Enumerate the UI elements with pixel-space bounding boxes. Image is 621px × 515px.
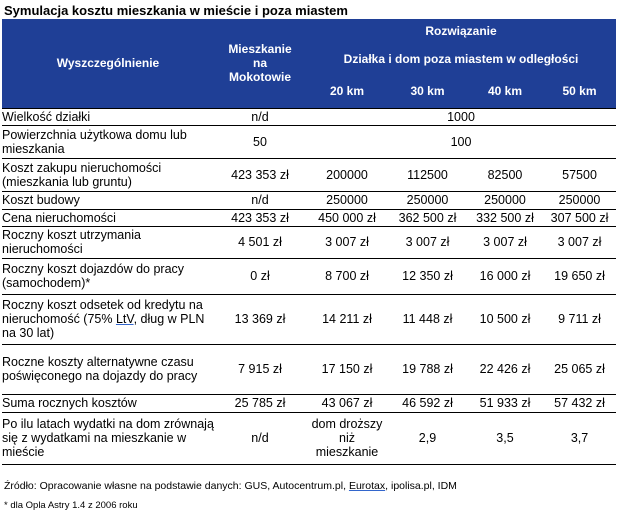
source-separator: ,	[343, 480, 349, 492]
row-label: Cena nieruchomości	[2, 209, 214, 226]
cell-50km: 250000	[543, 191, 616, 209]
cell-30km: 2,9	[388, 412, 467, 464]
footnote: * dla Opla Astry 1.4 z 2006 roku	[4, 500, 138, 511]
table-row	[2, 125, 616, 158]
cell-20km: 14 211 zł	[306, 294, 388, 344]
cell-city: n/d	[214, 108, 306, 125]
table-row	[2, 394, 616, 412]
cell-20km: 3 007 zł	[306, 226, 388, 258]
header-row-1	[2, 19, 616, 43]
cell-40km: 51 933 zł	[467, 394, 543, 412]
cell-30km: 46 592 zł	[388, 394, 467, 412]
cell-city: 50	[214, 125, 306, 158]
header-city: Mieszkanie na Mokotowie	[214, 19, 306, 108]
cell-city: n/d	[214, 191, 306, 209]
row-label-part: , dług w PLN na 30 lat)	[2, 312, 205, 340]
cell-30km: 112500	[388, 158, 467, 191]
table-row	[2, 226, 616, 258]
header-distance-40: 40 km	[467, 74, 543, 108]
source-eurotax: Eurotax	[348, 480, 386, 492]
cell-50km: 25 065 zł	[543, 344, 616, 394]
cell-city: 7 915 zł	[214, 344, 306, 394]
header-distance-30: 30 km	[388, 74, 467, 108]
source-separator: ,	[385, 480, 391, 492]
header-label: Wyszczególnienie	[2, 19, 214, 108]
table-row	[2, 191, 616, 209]
cell-city: 0 zł	[214, 258, 306, 294]
row-label: Roczne koszty alternatywne czasu poświęconego na dojazdy do pracy	[2, 344, 214, 394]
row-label: Suma rocznych kosztów	[2, 394, 214, 412]
cell-40km: 3 007 zł	[467, 226, 543, 258]
row-label: Roczny koszt dojazdów do pracy (samochodem)*	[2, 258, 214, 294]
document-title: Symulacja kosztu mieszkania w mieście i poza miastem	[4, 3, 348, 18]
row-label: Koszt budowy	[2, 191, 214, 209]
cell-city: 423 353 zł	[214, 158, 306, 191]
cell-40km: 16 000 zł	[467, 258, 543, 294]
row-label: Powierzchnia użytkowa domu lub mieszkania	[2, 125, 214, 158]
header-group-sub: Działka i dom poza miastem w odległości	[306, 43, 616, 74]
row-label-part: Roczny koszt odsetek od kredytu na nieruchomość (75%	[2, 298, 203, 326]
cell-20km: 250000	[306, 191, 388, 209]
cell-20km: dom droższy niż mieszkanie	[306, 412, 388, 464]
cell-city: 423 353 zł	[214, 209, 306, 226]
cell-40km: 82500	[467, 158, 543, 191]
cell-50km: 57 432 zł	[543, 394, 616, 412]
cell-30km: 3 007 zł	[388, 226, 467, 258]
source-text-end: , IDM	[431, 480, 457, 492]
cell-merged: 1000	[306, 108, 616, 125]
cell-40km: 3,5	[467, 412, 543, 464]
cell-40km: 10 500 zł	[467, 294, 543, 344]
header-distance-20: 20 km	[306, 74, 388, 108]
cell-50km: 3 007 zł	[543, 226, 616, 258]
row-label: Koszt zakupu nieruchomości (mieszkania lub gruntu)	[2, 158, 214, 191]
table-row	[2, 294, 616, 344]
source-ipolisa: ipolisa.pl	[390, 480, 432, 492]
cell-50km: 19 650 zł	[543, 258, 616, 294]
cell-city: n/d	[214, 412, 306, 464]
cell-30km: 250000	[388, 191, 467, 209]
row-label: Roczny koszt utrzymania nieruchomości	[2, 226, 214, 258]
cell-40km: 332 500 zł	[467, 209, 543, 226]
simulation-table	[2, 19, 616, 465]
cell-30km: 19 788 zł	[388, 344, 467, 394]
source-autocentrum: Autocentrum.pl	[272, 480, 344, 492]
source-note	[4, 480, 457, 492]
cell-20km: 43 067 zł	[306, 394, 388, 412]
row-label: Po ilu latach wydatki na dom zrównają się z wydatkami na mieszkanie w mieście	[2, 412, 214, 464]
cell-50km: 57500	[543, 158, 616, 191]
table-row	[2, 344, 616, 394]
cell-city: 13 369 zł	[214, 294, 306, 344]
cell-30km: 362 500 zł	[388, 209, 467, 226]
table-row	[2, 258, 616, 294]
header-group-top: Rozwiązanie	[306, 19, 616, 43]
cell-50km: 3,7	[543, 412, 616, 464]
table-row	[2, 108, 616, 125]
cell-city: 4 501 zł	[214, 226, 306, 258]
header-distance-50: 50 km	[543, 74, 616, 108]
cell-40km: 22 426 zł	[467, 344, 543, 394]
cell-city: 25 785 zł	[214, 394, 306, 412]
cell-30km: 11 448 zł	[388, 294, 467, 344]
ltv-term: LtV	[115, 312, 134, 326]
cell-merged: 100	[306, 125, 616, 158]
cell-30km: 12 350 zł	[388, 258, 467, 294]
row-label: Wielkość działki	[2, 108, 214, 125]
cell-20km: 17 150 zł	[306, 344, 388, 394]
cell-20km: 8 700 zł	[306, 258, 388, 294]
table-row	[2, 158, 616, 191]
table-row	[2, 412, 616, 464]
row-label	[2, 294, 214, 344]
table-row	[2, 209, 616, 226]
cell-40km: 250000	[467, 191, 543, 209]
cell-20km: 450 000 zł	[306, 209, 388, 226]
source-text: Źródło: Opracowanie własne na podstawie danych: GUS,	[4, 480, 273, 492]
cell-20km: 200000	[306, 158, 388, 191]
cell-50km: 307 500 zł	[543, 209, 616, 226]
cell-50km: 9 711 zł	[543, 294, 616, 344]
